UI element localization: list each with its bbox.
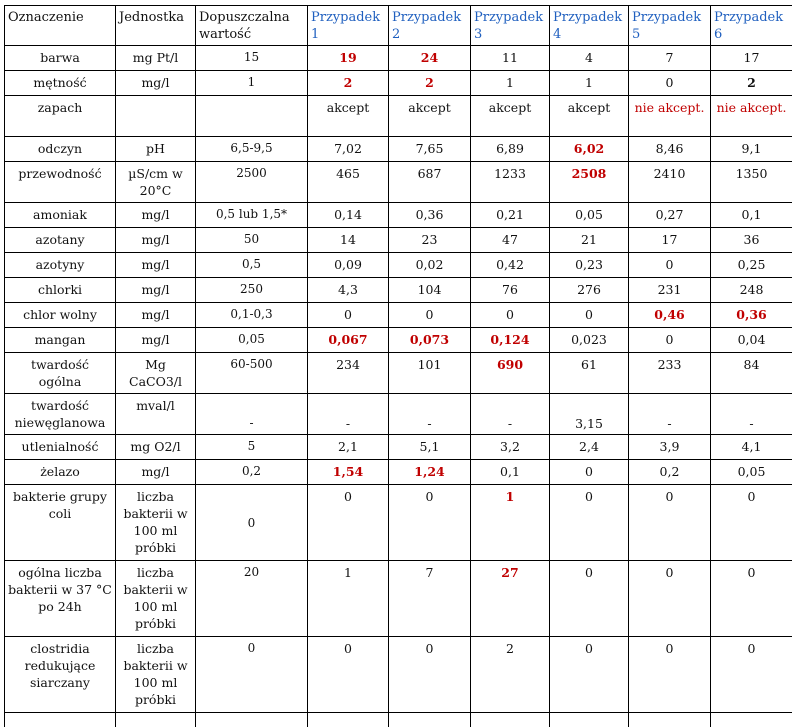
row-limit: 2500 (196, 162, 308, 203)
row-limit: 0,1-0,3 (196, 303, 308, 328)
row-value: 24 (389, 46, 471, 71)
row-value: 0,023 (550, 328, 629, 353)
table-row-partial (5, 713, 793, 727)
row-name: przewodność (5, 162, 116, 203)
row-value: 6,02 (550, 137, 629, 162)
row-value: akcept (389, 96, 471, 137)
row-value: - (711, 394, 793, 435)
row-value: 0,05 (711, 460, 793, 485)
row-value: 687 (389, 162, 471, 203)
row-value: 2 (389, 71, 471, 96)
water-quality-table (4, 5, 792, 727)
row-name: mętność (5, 71, 116, 96)
row-value: 11 (471, 46, 550, 71)
row-value: 2 (308, 71, 389, 96)
row-value: 0 (550, 637, 629, 713)
row-value: - (389, 394, 471, 435)
row-limit: 250 (196, 278, 308, 303)
table-row (5, 228, 793, 253)
row-limit: 0,2 (196, 460, 308, 485)
row-value: 2,1 (308, 435, 389, 460)
row-unit: liczba bakterii w 100 ml próbki (116, 561, 196, 637)
row-value: 0 (471, 303, 550, 328)
row-value: 0 (629, 253, 711, 278)
row-value: 17 (629, 228, 711, 253)
row-value: 7 (389, 561, 471, 637)
row-value: 6,89 (471, 137, 550, 162)
row-value: 0,1 (711, 203, 793, 228)
table-row (5, 328, 793, 353)
row-value: 0 (308, 637, 389, 713)
row-value: 0,02 (389, 253, 471, 278)
row-value: 3,15 (550, 394, 629, 435)
row-name: amoniak (5, 203, 116, 228)
row-value: 23 (389, 228, 471, 253)
row-value: 8,46 (629, 137, 711, 162)
row-value: 4,3 (308, 278, 389, 303)
row-value: 690 (471, 353, 550, 394)
table-row (5, 561, 793, 637)
row-value: 21 (550, 228, 629, 253)
row-value: 0 (629, 328, 711, 353)
row-value: 5,1 (389, 435, 471, 460)
row-value: 0 (389, 303, 471, 328)
row-limit: 50 (196, 228, 308, 253)
row-limit: 15 (196, 46, 308, 71)
header-unit: Jednostka (116, 6, 196, 46)
table-row (5, 353, 793, 394)
row-unit: mg/l (116, 253, 196, 278)
row-value: 9,1 (711, 137, 793, 162)
row-limit: 5 (196, 435, 308, 460)
row-limit: 0,5 (196, 253, 308, 278)
row-name: żelazo (5, 460, 116, 485)
row-value: akcept (471, 96, 550, 137)
table-wrapper (4, 5, 792, 727)
row-value: 0 (389, 637, 471, 713)
row-value: 2508 (550, 162, 629, 203)
row-value: 17 (711, 46, 793, 71)
row-value: 27 (471, 561, 550, 637)
row-value: 0,36 (389, 203, 471, 228)
row-value: 1 (471, 71, 550, 96)
table-row (5, 71, 793, 96)
row-value: 3,9 (629, 435, 711, 460)
row-limit: 0 (196, 485, 308, 561)
row-value: 0,2 (629, 460, 711, 485)
row-value: 0 (711, 561, 793, 637)
row-value: 1,24 (389, 460, 471, 485)
row-limit: 20 (196, 561, 308, 637)
table-row (5, 137, 793, 162)
row-unit: µS/cm w 20°C (116, 162, 196, 203)
header-row (5, 6, 793, 46)
row-limit: 60-500 (196, 353, 308, 394)
row-value: 0,25 (711, 253, 793, 278)
row-value: 0,42 (471, 253, 550, 278)
row-limit (196, 96, 308, 137)
row-unit: liczba bakterii w 100 ml próbki (116, 485, 196, 561)
row-value: 3,2 (471, 435, 550, 460)
row-unit: mg/l (116, 460, 196, 485)
row-unit: mg/l (116, 278, 196, 303)
row-value: 0,21 (471, 203, 550, 228)
row-value: 0,04 (711, 328, 793, 353)
row-value: 234 (308, 353, 389, 394)
row-value: 2,4 (550, 435, 629, 460)
table-row (5, 253, 793, 278)
row-value: 1350 (711, 162, 793, 203)
row-value: 0 (308, 485, 389, 561)
row-name: bakterie grupy coli (5, 485, 116, 561)
row-value: 0 (389, 485, 471, 561)
row-name: utlenialność (5, 435, 116, 460)
row-value: nie akcept. (629, 96, 711, 137)
row-value: 0 (629, 561, 711, 637)
row-value: 4,1 (711, 435, 793, 460)
table-row (5, 96, 793, 137)
row-limit: 0 (196, 637, 308, 713)
row-value: 101 (389, 353, 471, 394)
row-value: 0,46 (629, 303, 711, 328)
header-case-4: Przypadek 4 (550, 6, 629, 46)
row-unit: mg O2/l (116, 435, 196, 460)
row-limit: 0,5 lub 1,5* (196, 203, 308, 228)
row-value: nie akcept. (711, 96, 793, 137)
row-value: 2 (471, 637, 550, 713)
row-value: 0 (550, 561, 629, 637)
row-unit: Mg CaCO3/l (116, 353, 196, 394)
row-name: ogólna liczba bakterii w 37 °C po 24h (5, 561, 116, 637)
row-value: 2410 (629, 162, 711, 203)
row-value: 1 (471, 485, 550, 561)
row-value: 0,067 (308, 328, 389, 353)
row-unit: mg/l (116, 328, 196, 353)
row-limit: 0,05 (196, 328, 308, 353)
row-value: 0 (550, 303, 629, 328)
table-row (5, 485, 793, 561)
header-case-1: Przypadek 1 (308, 6, 389, 46)
row-name: chlor wolny (5, 303, 116, 328)
row-value: 0,23 (550, 253, 629, 278)
row-value: 19 (308, 46, 389, 71)
row-value: 47 (471, 228, 550, 253)
row-limit: - (196, 394, 308, 435)
row-value: 2 (711, 71, 793, 96)
row-unit: pH (116, 137, 196, 162)
row-unit: mg Pt/l (116, 46, 196, 71)
row-value: 0 (629, 485, 711, 561)
row-value: akcept (308, 96, 389, 137)
row-value: 61 (550, 353, 629, 394)
table-row (5, 162, 793, 203)
row-unit: liczba bakterii w 100 ml próbki (116, 637, 196, 713)
row-value: 0,27 (629, 203, 711, 228)
header-limit: Dopuszczalna wartość (196, 6, 308, 46)
row-name: twardość niewęglanowa (5, 394, 116, 435)
row-value: 1,54 (308, 460, 389, 485)
row-value: 0,14 (308, 203, 389, 228)
row-name: azotany (5, 228, 116, 253)
row-value: 0,073 (389, 328, 471, 353)
table-row (5, 394, 793, 435)
header-case-5: Przypadek 5 (629, 6, 711, 46)
row-unit (116, 96, 196, 137)
row-name: chlorki (5, 278, 116, 303)
row-limit: 1 (196, 71, 308, 96)
row-name: barwa (5, 46, 116, 71)
row-value: 4 (550, 46, 629, 71)
header-case-2: Przypadek 2 (389, 6, 471, 46)
row-name: clostridia redukujące siarczany (5, 637, 116, 713)
table-row (5, 46, 793, 71)
row-value: - (308, 394, 389, 435)
table-row (5, 435, 793, 460)
row-value: 0 (550, 460, 629, 485)
row-name: zapach (5, 96, 116, 137)
row-value: 231 (629, 278, 711, 303)
row-value: 0 (711, 485, 793, 561)
row-unit: mg/l (116, 228, 196, 253)
table-row (5, 278, 793, 303)
row-value: 1 (550, 71, 629, 96)
header-case-3: Przypadek 3 (471, 6, 550, 46)
row-limit: 6,5-9,5 (196, 137, 308, 162)
row-value: 104 (389, 278, 471, 303)
row-value: 0,124 (471, 328, 550, 353)
row-name: odczyn (5, 137, 116, 162)
row-unit: mg/l (116, 303, 196, 328)
row-value: 1233 (471, 162, 550, 203)
row-value: 0 (629, 637, 711, 713)
row-value: 0,36 (711, 303, 793, 328)
row-value: - (629, 394, 711, 435)
row-value: 14 (308, 228, 389, 253)
row-value: - (471, 394, 550, 435)
row-value: 1 (308, 561, 389, 637)
row-value: akcept (550, 96, 629, 137)
row-value: 0 (550, 485, 629, 561)
table-row (5, 303, 793, 328)
table-row (5, 460, 793, 485)
row-value: 0 (711, 637, 793, 713)
row-value: 76 (471, 278, 550, 303)
row-unit: mg/l (116, 71, 196, 96)
row-value: 0 (308, 303, 389, 328)
row-value: 276 (550, 278, 629, 303)
row-unit: mval/l (116, 394, 196, 435)
row-value: 0 (629, 71, 711, 96)
row-value: 0,05 (550, 203, 629, 228)
row-value: 36 (711, 228, 793, 253)
row-name: twardość ogólna (5, 353, 116, 394)
row-value: 248 (711, 278, 793, 303)
table-row (5, 203, 793, 228)
row-name: mangan (5, 328, 116, 353)
row-value: 7,65 (389, 137, 471, 162)
row-value: 233 (629, 353, 711, 394)
row-value: 84 (711, 353, 793, 394)
row-value: 7 (629, 46, 711, 71)
header-name: Oznaczenie (5, 6, 116, 46)
header-case-6: Przypadek 6 (711, 6, 793, 46)
row-value: 465 (308, 162, 389, 203)
row-unit: mg/l (116, 203, 196, 228)
row-value: 0,09 (308, 253, 389, 278)
row-value: 0,1 (471, 460, 550, 485)
row-name: azotyny (5, 253, 116, 278)
row-value: 7,02 (308, 137, 389, 162)
table-row (5, 637, 793, 713)
